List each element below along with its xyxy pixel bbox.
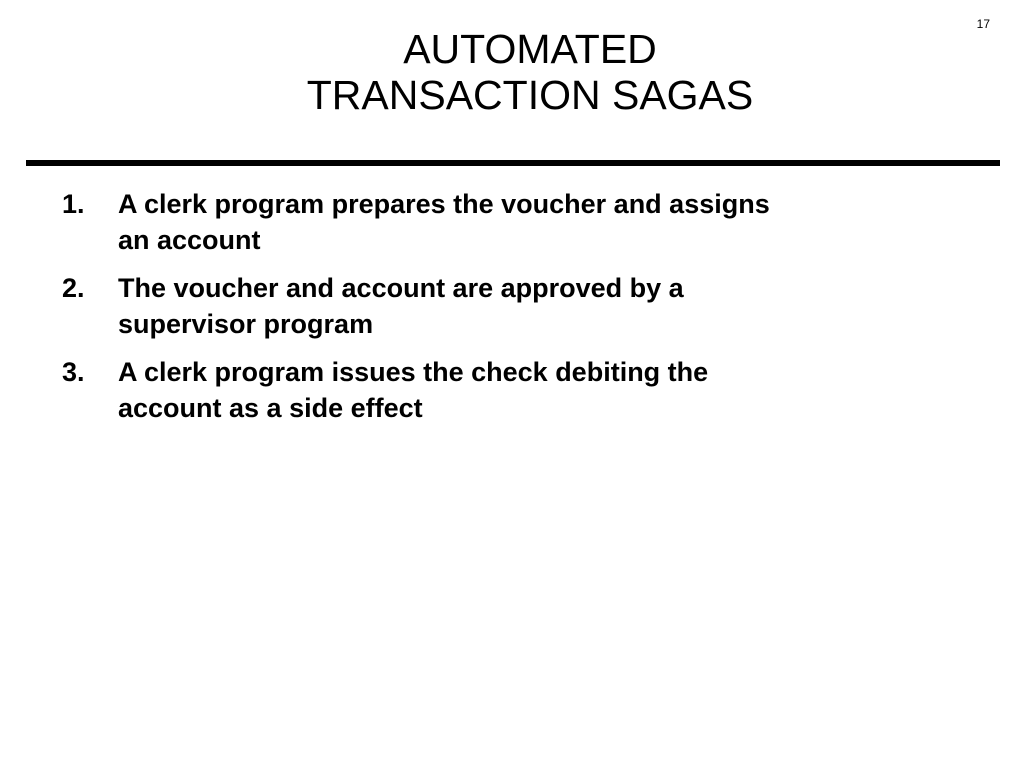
list-item-line: The voucher and account are approved by a bbox=[118, 273, 684, 303]
list-item bbox=[62, 270, 962, 342]
list-item-number: 3. bbox=[62, 357, 85, 387]
page-number: 17 bbox=[976, 17, 990, 31]
list-item-line: A clerk program prepares the voucher and assigns bbox=[118, 189, 770, 219]
numbered-list bbox=[62, 186, 962, 438]
title-line: TRANSACTION SAGAS bbox=[306, 72, 754, 118]
slide-title bbox=[0, 26, 1024, 118]
list-item-line: account as a side effect bbox=[118, 393, 423, 423]
list-item bbox=[62, 354, 962, 426]
list-item-line: supervisor program bbox=[118, 309, 374, 339]
list-item-line: an account bbox=[118, 225, 261, 255]
list-item-number: 2. bbox=[62, 273, 85, 303]
list-item-line: A clerk program issues the check debiting the bbox=[118, 357, 709, 387]
list-item-number: 1. bbox=[62, 189, 85, 219]
title-line: AUTOMATED bbox=[403, 26, 657, 72]
list-item bbox=[62, 186, 962, 258]
title-divider bbox=[26, 160, 1000, 166]
